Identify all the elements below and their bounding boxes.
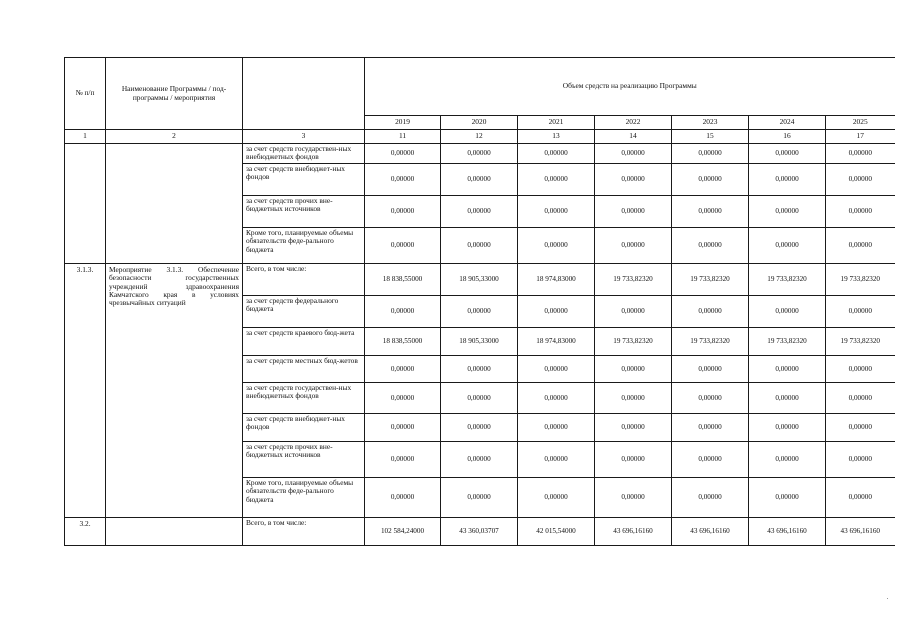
value-cell: 0,00000 bbox=[826, 478, 895, 518]
funding-source: за счет средств государствен-ных внебюджетных фондов bbox=[243, 383, 365, 414]
value-cell: 0,00000 bbox=[518, 144, 595, 164]
value-cell: 19 733,82320 bbox=[826, 328, 895, 356]
column-index: 12 bbox=[441, 130, 518, 144]
value-cell: 19 733,82320 bbox=[749, 264, 826, 296]
value-cell: 0,00000 bbox=[365, 356, 441, 383]
funding-source: за счет средств прочих вне-бюджетных источников bbox=[243, 196, 365, 228]
value-cell: 0,00000 bbox=[826, 414, 895, 442]
value-cell: 0,00000 bbox=[749, 228, 826, 264]
value-cell: 0,00000 bbox=[595, 383, 672, 414]
value-cell: 43 696,16160 bbox=[826, 518, 895, 546]
column-index: 2 bbox=[106, 130, 243, 144]
value-cell: 0,00000 bbox=[749, 164, 826, 196]
value-cell: 0,00000 bbox=[441, 442, 518, 478]
column-index: 14 bbox=[595, 130, 672, 144]
value-cell: 0,00000 bbox=[672, 478, 749, 518]
value-cell: 0,00000 bbox=[749, 442, 826, 478]
funding-source: за счет средств краевого бюд-жета bbox=[243, 328, 365, 356]
value-cell: 19 733,82320 bbox=[749, 328, 826, 356]
value-cell: 0,00000 bbox=[441, 383, 518, 414]
value-cell: 0,00000 bbox=[518, 356, 595, 383]
row-number bbox=[65, 144, 106, 264]
value-cell: 0,00000 bbox=[826, 442, 895, 478]
value-cell: 0,00000 bbox=[826, 228, 895, 264]
column-index: 15 bbox=[672, 130, 749, 144]
value-cell: 0,00000 bbox=[672, 164, 749, 196]
year-cell: 2024 bbox=[749, 116, 826, 130]
value-cell: 0,00000 bbox=[595, 414, 672, 442]
value-cell: 19 733,82320 bbox=[595, 328, 672, 356]
program-name bbox=[106, 518, 243, 546]
value-cell: 0,00000 bbox=[365, 478, 441, 518]
table-row bbox=[65, 144, 895, 164]
column-index: 17 bbox=[826, 130, 895, 144]
value-cell: 0,00000 bbox=[518, 164, 595, 196]
column-index: 1 bbox=[65, 130, 106, 144]
year-cell: 2019 bbox=[365, 116, 441, 130]
funding-source: за счет средств внебюджет-ных фондов bbox=[243, 414, 365, 442]
value-cell: 0,00000 bbox=[595, 196, 672, 228]
value-cell: 0,00000 bbox=[826, 356, 895, 383]
value-cell: 0,00000 bbox=[441, 414, 518, 442]
value-cell: 0,00000 bbox=[749, 196, 826, 228]
value-cell: 0,00000 bbox=[749, 478, 826, 518]
value-cell: 0,00000 bbox=[595, 478, 672, 518]
value-cell: 0,00000 bbox=[749, 383, 826, 414]
value-cell: 42 015,54000 bbox=[518, 518, 595, 546]
value-cell: 43 696,16160 bbox=[672, 518, 749, 546]
funding-source: Всего, в том числе: bbox=[243, 264, 365, 296]
value-cell: 0,00000 bbox=[595, 296, 672, 328]
year-cell: 2025 bbox=[826, 116, 895, 130]
table-row bbox=[65, 264, 895, 296]
value-cell: 0,00000 bbox=[595, 164, 672, 196]
funding-source: за счет средств прочих вне-бюджетных источников bbox=[243, 442, 365, 478]
value-cell: 0,00000 bbox=[826, 383, 895, 414]
column-index: 11 bbox=[365, 130, 441, 144]
value-cell: 0,00000 bbox=[365, 442, 441, 478]
value-cell: 0,00000 bbox=[518, 442, 595, 478]
table-body bbox=[65, 144, 895, 546]
value-cell: 0,00000 bbox=[441, 196, 518, 228]
value-cell: 19 733,82320 bbox=[595, 264, 672, 296]
value-cell: 0,00000 bbox=[749, 144, 826, 164]
value-cell: 0,00000 bbox=[441, 478, 518, 518]
value-cell: 0,00000 bbox=[441, 144, 518, 164]
value-cell: 0,00000 bbox=[672, 196, 749, 228]
value-cell: 18 905,33000 bbox=[441, 328, 518, 356]
header-program-name: Наименование Программы / под-программы / мероприятия bbox=[106, 58, 243, 130]
value-cell: 0,00000 bbox=[518, 296, 595, 328]
value-cell: 0,00000 bbox=[441, 296, 518, 328]
value-cell: 0,00000 bbox=[365, 196, 441, 228]
year-cell: 2020 bbox=[441, 116, 518, 130]
header-volume: Объем средств на реализацию Программы bbox=[365, 58, 895, 116]
header-num: № п/п bbox=[65, 58, 106, 130]
value-cell: 0,00000 bbox=[518, 196, 595, 228]
value-cell: 0,00000 bbox=[749, 356, 826, 383]
row-number: 3.1.3. bbox=[65, 264, 106, 518]
value-cell: 19 733,82320 bbox=[826, 264, 895, 296]
value-cell: 0,00000 bbox=[518, 383, 595, 414]
value-cell: 0,00000 bbox=[365, 383, 441, 414]
value-cell: 0,00000 bbox=[518, 478, 595, 518]
funding-source: Кроме того, планируемые объемы обязательств феде-рального бюджета bbox=[243, 228, 365, 264]
funding-source: за счет средств внебюджет-ных фондов bbox=[243, 164, 365, 196]
funding-source: за счет средств местных бюд-жетов bbox=[243, 356, 365, 383]
funding-source: за счет средств государствен-ных внебюджетных фондов bbox=[243, 144, 365, 164]
program-name bbox=[106, 144, 243, 264]
value-cell: 19 733,82320 bbox=[672, 328, 749, 356]
value-cell: 18 905,33000 bbox=[441, 264, 518, 296]
value-cell: 0,00000 bbox=[365, 144, 441, 164]
value-cell: 0,00000 bbox=[518, 414, 595, 442]
value-cell: 0,00000 bbox=[826, 196, 895, 228]
value-cell: 0,00000 bbox=[441, 228, 518, 264]
value-cell: 0,00000 bbox=[749, 414, 826, 442]
value-cell: 43 696,16160 bbox=[749, 518, 826, 546]
value-cell: 0,00000 bbox=[441, 356, 518, 383]
year-cell: 2022 bbox=[595, 116, 672, 130]
value-cell: 18 974,83000 bbox=[518, 264, 595, 296]
value-cell: 0,00000 bbox=[365, 414, 441, 442]
value-cell: 102 584,24000 bbox=[365, 518, 441, 546]
scan-speck bbox=[887, 598, 888, 599]
value-cell: 0,00000 bbox=[595, 144, 672, 164]
value-cell: 0,00000 bbox=[441, 164, 518, 196]
value-cell: 0,00000 bbox=[365, 164, 441, 196]
year-cell: 2023 bbox=[672, 116, 749, 130]
value-cell: 0,00000 bbox=[518, 228, 595, 264]
row-number: 3.2. bbox=[65, 518, 106, 546]
value-cell: 0,00000 bbox=[595, 228, 672, 264]
value-cell: 0,00000 bbox=[365, 228, 441, 264]
value-cell: 0,00000 bbox=[826, 144, 895, 164]
value-cell: 0,00000 bbox=[672, 383, 749, 414]
funding-source: Кроме того, планируемые объемы обязательств феде-рального бюджета bbox=[243, 478, 365, 518]
value-cell: 18 974,83000 bbox=[518, 328, 595, 356]
column-index-row bbox=[65, 130, 895, 144]
value-cell: 0,00000 bbox=[672, 356, 749, 383]
budget-table bbox=[64, 57, 895, 546]
value-cell: 0,00000 bbox=[365, 296, 441, 328]
value-cell: 0,00000 bbox=[672, 296, 749, 328]
header-row bbox=[65, 58, 895, 116]
value-cell: 0,00000 bbox=[672, 442, 749, 478]
value-cell: 0,00000 bbox=[826, 164, 895, 196]
value-cell: 0,00000 bbox=[672, 414, 749, 442]
value-cell: 0,00000 bbox=[826, 296, 895, 328]
value-cell: 0,00000 bbox=[672, 228, 749, 264]
column-index: 16 bbox=[749, 130, 826, 144]
column-index: 3 bbox=[243, 130, 365, 144]
value-cell: 0,00000 bbox=[595, 442, 672, 478]
table-row bbox=[65, 518, 895, 546]
column-index: 13 bbox=[518, 130, 595, 144]
value-cell: 0,00000 bbox=[595, 356, 672, 383]
value-cell: 43 696,16160 bbox=[595, 518, 672, 546]
value-cell: 18 838,55000 bbox=[365, 328, 441, 356]
funding-source: Всего, в том числе: bbox=[243, 518, 365, 546]
funding-source: за счет средств федерального бюджета bbox=[243, 296, 365, 328]
value-cell: 18 838,55000 bbox=[365, 264, 441, 296]
value-cell: 43 360,03707 bbox=[441, 518, 518, 546]
value-cell: 0,00000 bbox=[749, 296, 826, 328]
value-cell: 0,00000 bbox=[672, 144, 749, 164]
year-cell: 2021 bbox=[518, 116, 595, 130]
header-source bbox=[243, 58, 365, 130]
program-name: Мероприятие 3.1.3. Обеспечение безопасности государственных учреждений здравоохранения Камчатского края в условиях чрезвычайных ситуаций bbox=[106, 264, 243, 518]
value-cell: 19 733,82320 bbox=[672, 264, 749, 296]
